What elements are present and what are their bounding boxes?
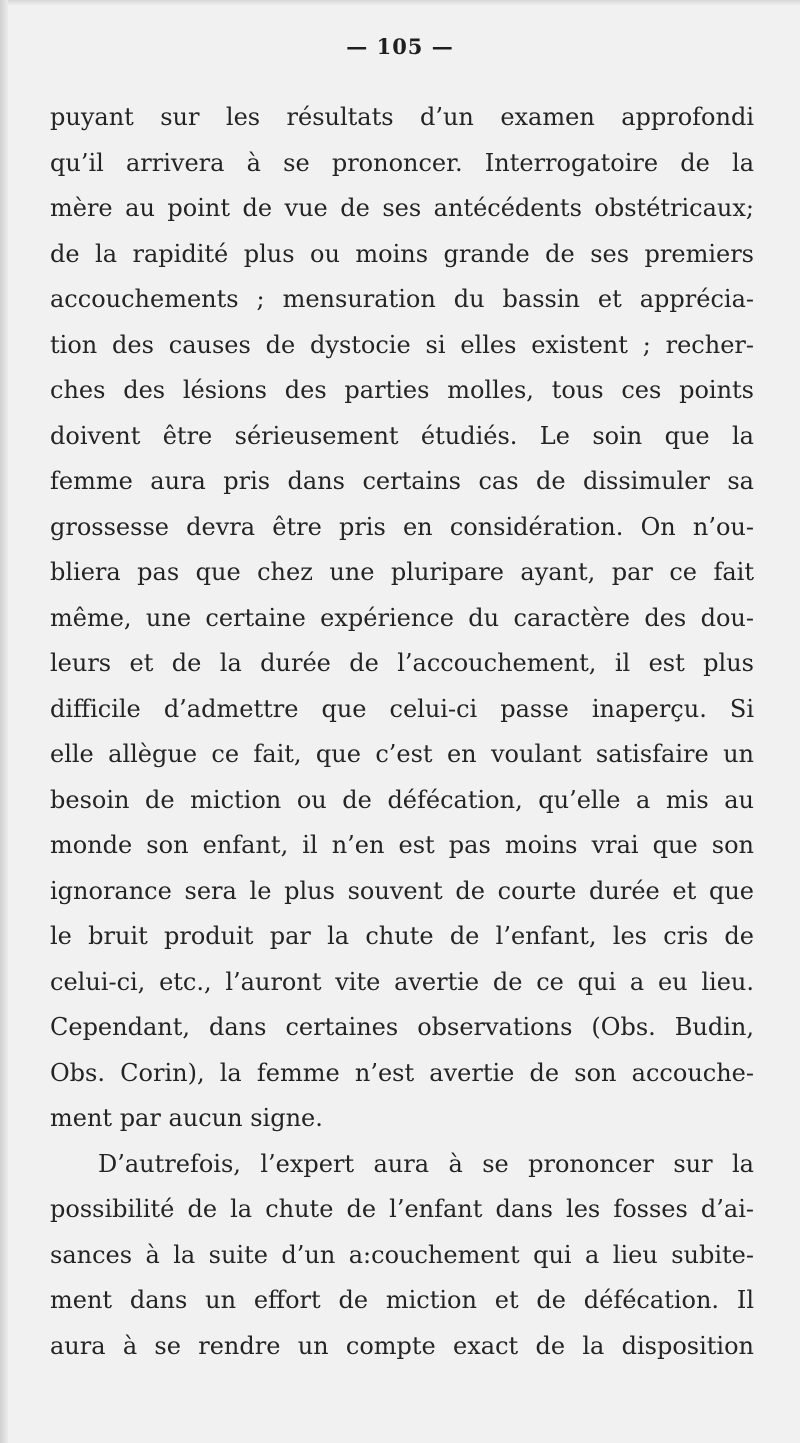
text-line: Obs. Corin), la femme n’est avertie de son accouche-: [50, 1058, 754, 1087]
page-binding-edge: [0, 0, 8, 1443]
text-line: monde son enfant, il n’en est pas moins vrai que son: [50, 831, 754, 859]
text-line: femme aura pris dans certains cas de dissimuler sa: [50, 467, 754, 495]
page-top-edge: [0, 0, 800, 6]
text-line: qu’il arrivera à se prononcer. Interrogatoire de la: [50, 148, 754, 177]
text-line: possibilité de la chute de l’enfant dans les fosses d’ai-: [50, 1195, 754, 1223]
text-line: mère au point de vue de ses antécédents obstétricaux;: [50, 194, 754, 222]
text-line: ment dans un effort de miction et de défécation. Il: [50, 1286, 754, 1314]
text-line: difficile d’admettre que celui-ci passe inaperçu. Si: [50, 694, 754, 723]
body-text: [50, 95, 754, 1369]
text-line: accouchements ; mensuration du bassin et apprécia-: [50, 285, 754, 313]
text-line: besoin de miction ou de défécation, qu’elle a mis au: [50, 785, 754, 814]
text-line: grossesse devra être pris en considération. On n’ou-: [50, 512, 754, 541]
text-line: Cependant, dans certaines observations (Obs. Budin,: [50, 1013, 754, 1041]
text-line: celui-ci, etc., l’auront vite avertie de ce qui a eu lieu.: [50, 967, 754, 996]
text-line: le bruit produit par la chute de l’enfant, les cris de: [50, 922, 754, 950]
text-line: même, une certaine expérience du caractère des dou-: [50, 603, 754, 632]
paragraph-start-line: D’autrefois, l’expert aura à se prononcer sur la: [98, 1149, 754, 1178]
page-number: — 105 —: [346, 34, 454, 59]
text-line: bliera pas que chez une pluripare ayant, par ce fait: [50, 558, 754, 586]
text-line: doivent être sérieusement étudiés. Le soin que la: [50, 421, 754, 450]
text-line: ment par aucun signe.: [50, 1104, 323, 1132]
text-line: tion des causes de dystocie si elles existent ; recher-: [50, 330, 754, 359]
text-line: ches des lésions des parties molles, tous ces points: [50, 376, 754, 404]
text-line: leurs et de la durée de l’accouchement, il est plus: [50, 649, 754, 677]
text-line: sances à la suite d’un a:couchement qui a lieu subite-: [50, 1240, 754, 1269]
text-line: puyant sur les résultats d’un examen approfondi: [50, 103, 754, 131]
text-line: elle allègue ce fait, que c’est en voulant satisfaire un: [50, 740, 754, 768]
text-line: de la rapidité plus ou moins grande de ses premiers: [50, 239, 754, 268]
text-line: aura à se rendre un compte exact de la disposition: [50, 1331, 754, 1360]
text-line: ignorance sera le plus souvent de courte durée et que: [50, 876, 754, 905]
